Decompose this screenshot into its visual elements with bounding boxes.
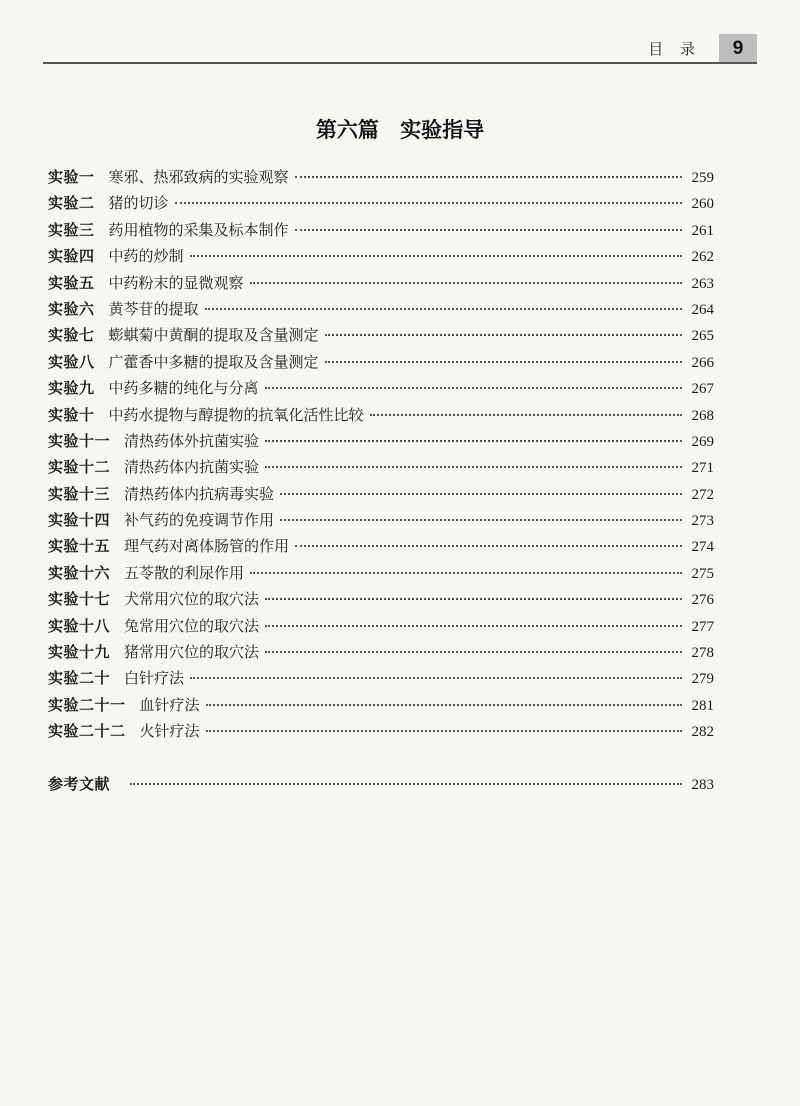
toc-entry-page: 265	[691, 328, 714, 345]
dot-leader	[206, 704, 682, 706]
dot-leader	[250, 572, 682, 574]
toc-entry-title: 血针疗法	[139, 695, 200, 714]
toc-entry[interactable]	[48, 483, 714, 509]
toc-entry-page: 268	[691, 407, 714, 424]
toc-entry-references[interactable]	[48, 773, 714, 799]
dot-leader	[130, 783, 682, 785]
dot-leader	[265, 440, 682, 442]
toc-entry-number: 实验八	[48, 352, 95, 371]
toc-entry-title: 中药的炒制	[108, 247, 184, 266]
toc-entry-number: 实验二	[48, 194, 95, 213]
toc-entry-page: 267	[691, 381, 714, 398]
toc-entry-number: 实验十三	[48, 484, 111, 503]
dot-leader	[295, 176, 682, 178]
dot-leader	[190, 677, 682, 679]
toc-entry[interactable]	[48, 404, 714, 430]
toc-entry-title: 清热药体外抗菌实验	[124, 431, 260, 450]
toc-entry-title: 理气药对离体肠管的作用	[124, 537, 290, 556]
toc-entry-number: 实验十九	[48, 643, 111, 662]
toc-entry[interactable]	[48, 588, 714, 614]
dot-leader	[250, 282, 682, 284]
dot-leader	[265, 625, 682, 627]
dot-leader	[295, 545, 682, 547]
toc-entry-number: 实验十一	[48, 431, 111, 450]
dot-leader	[265, 466, 682, 468]
toc-entry-page: 260	[691, 196, 714, 213]
toc-entry-page: 269	[691, 433, 714, 450]
running-header	[43, 34, 757, 64]
toc-entry-page: 282	[691, 724, 714, 741]
toc-entry-title: 广藿香中多糖的提取及含量测定	[108, 352, 319, 371]
toc-entry-page: 283	[691, 776, 714, 793]
toc-entry[interactable]	[48, 509, 714, 535]
toc-entry-number: 实验五	[48, 273, 95, 292]
toc-entry[interactable]	[48, 245, 714, 271]
dot-leader	[190, 255, 682, 257]
toc-entry-number: 实验一	[48, 168, 95, 186]
toc-entry-page: 275	[691, 565, 714, 582]
toc-entry-title: 蟛蜞菊中黄酮的提取及含量测定	[108, 326, 319, 345]
toc-entry-number: 实验六	[48, 299, 95, 318]
toc-entry-number: 实验九	[48, 379, 95, 398]
dot-leader	[325, 361, 682, 363]
toc-entry-title: 白针疗法	[124, 669, 185, 688]
toc-entry-number: 实验十六	[48, 563, 111, 582]
toc-entry-title: 寒邪、热邪致病的实验观察	[108, 168, 289, 186]
toc-entry[interactable]	[48, 298, 714, 324]
toc-entry-number: 实验七	[48, 326, 95, 345]
toc-entry[interactable]	[48, 562, 714, 588]
toc-entry[interactable]	[48, 641, 714, 667]
toc-entry-number: 实验十五	[48, 537, 111, 556]
toc-entry-number: 实验三	[48, 220, 95, 239]
dot-leader	[280, 493, 682, 495]
toc-entry-title: 药用植物的采集及标本制作	[108, 220, 289, 239]
dot-leader	[295, 229, 682, 231]
dot-leader	[370, 414, 682, 416]
toc-entry[interactable]	[48, 615, 714, 641]
toc-entry[interactable]	[48, 667, 714, 693]
toc-entry-number: 实验十八	[48, 616, 111, 635]
toc-entry-title: 火针疗法	[139, 722, 200, 741]
toc-entry[interactable]	[48, 430, 714, 456]
header-section-name: 目 录	[648, 40, 701, 58]
toc-entry-page: 274	[691, 539, 714, 556]
toc-entry-title: 猪的切诊	[108, 194, 169, 213]
dot-leader	[206, 730, 682, 732]
dot-leader	[265, 651, 682, 653]
toc-entry[interactable]	[48, 456, 714, 482]
toc-entry-number: 实验四	[48, 247, 95, 266]
dot-leader	[325, 334, 682, 336]
toc-entry-number: 实验二十	[48, 669, 111, 688]
toc-entry-title: 中药多糖的纯化与分离	[108, 379, 259, 398]
toc-entry-page: 273	[691, 513, 714, 530]
toc-entry[interactable]	[48, 192, 714, 218]
toc-entry-number: 实验二十一	[48, 695, 126, 714]
dot-leader	[265, 387, 682, 389]
toc-entry-title: 黄芩苷的提取	[108, 299, 199, 318]
toc-entry[interactable]	[48, 535, 714, 561]
toc-entry[interactable]	[48, 324, 714, 350]
toc-entry-page: 271	[691, 460, 714, 477]
dot-leader	[280, 519, 682, 521]
toc-entry-number: 实验十七	[48, 590, 111, 609]
toc-entry-title: 犬常用穴位的取穴法	[124, 590, 260, 609]
toc-entry[interactable]	[48, 720, 714, 746]
toc-entry-number: 实验十四	[48, 511, 111, 530]
toc-entry[interactable]	[48, 351, 714, 377]
toc-entry-page: 263	[691, 275, 714, 292]
dot-leader	[265, 598, 682, 600]
toc-entry-page: 281	[691, 697, 714, 714]
toc-entry[interactable]	[48, 694, 714, 720]
header-page-number: 9	[719, 34, 757, 64]
toc-entry-page: 266	[691, 354, 714, 371]
dot-leader	[175, 202, 682, 204]
header-rule	[43, 62, 757, 64]
part-title: 第六篇 实验指导	[315, 117, 485, 142]
toc-entry-page: 264	[691, 301, 714, 318]
toc-entry-title: 猪常用穴位的取穴法	[124, 643, 260, 662]
toc-entry-title: 五苓散的利尿作用	[124, 563, 245, 582]
dot-leader	[205, 308, 682, 310]
toc-entry-title: 中药水提物与醇提物的抗氧化活性比较	[108, 405, 364, 424]
toc-entry-title: 兔常用穴位的取穴法	[124, 616, 260, 635]
toc-entry-page: 272	[691, 486, 714, 503]
toc-entry-page: 276	[691, 592, 714, 609]
toc-entry-page: 279	[691, 671, 714, 688]
toc-entry-title: 参考文献	[48, 774, 111, 793]
toc-entry[interactable]	[48, 166, 714, 192]
toc-entry-page: 262	[691, 249, 714, 266]
toc-entry[interactable]	[48, 219, 714, 245]
toc-entry-number: 实验十	[48, 405, 95, 424]
toc-entry-title: 补气药的免疫调节作用	[124, 511, 275, 530]
toc-entry[interactable]	[48, 272, 714, 298]
toc-entry-title: 清热药体内抗菌实验	[124, 458, 260, 477]
toc-entry-number: 实验十二	[48, 458, 111, 477]
toc-entry-page: 278	[691, 645, 714, 662]
toc-entry-page: 277	[691, 618, 714, 635]
toc-entry-title: 中药粉末的显微观察	[108, 273, 244, 292]
toc-entry-page: 259	[691, 170, 714, 186]
toc-entry-page: 261	[691, 222, 714, 239]
toc-entry-title: 清热药体内抗病毒实验	[124, 484, 275, 503]
toc-entry-number: 实验二十二	[48, 722, 126, 741]
toc-entry[interactable]	[48, 377, 714, 403]
table-of-contents	[48, 166, 714, 799]
